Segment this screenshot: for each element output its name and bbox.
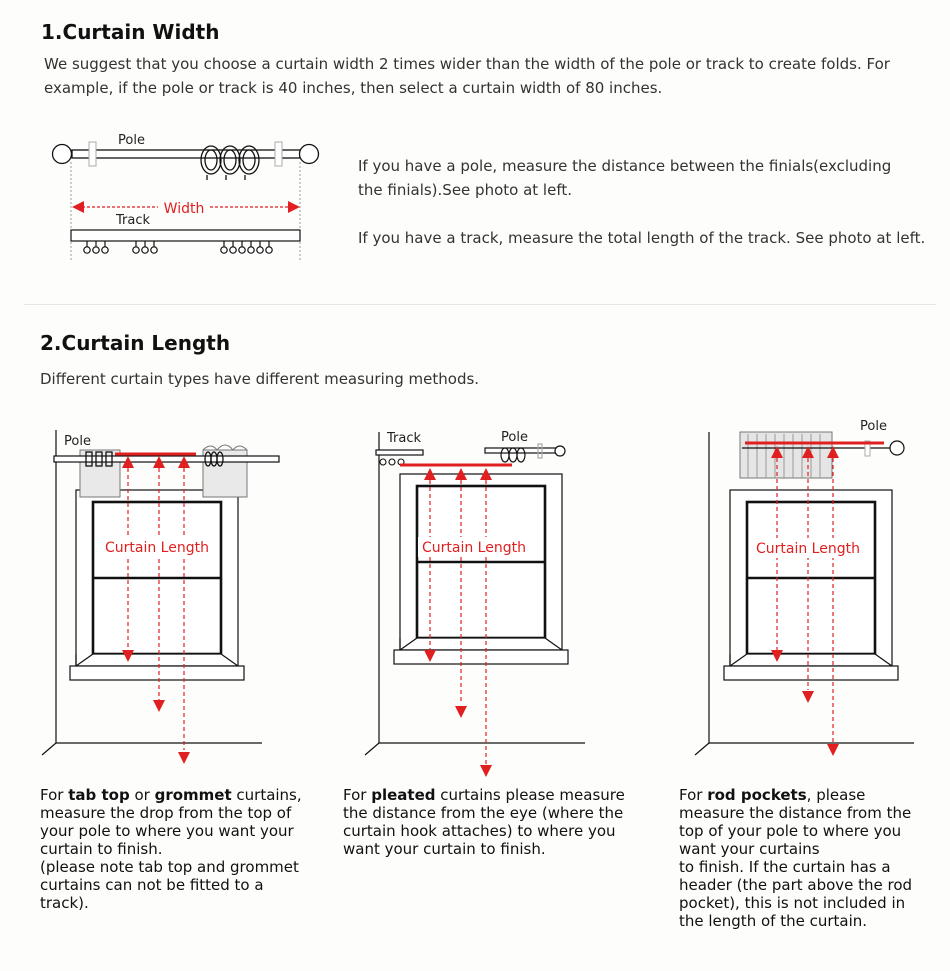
length-diagram-2 xyxy=(365,430,585,777)
length-diagrams xyxy=(0,400,950,790)
width-diagram xyxy=(0,0,950,300)
pole-note: If you have a pole, measure the distance between the finials(excluding the finials).See photo at left. xyxy=(358,157,892,199)
caption-tab-top: For tab top or grommet curtains, measure the drop from the top of your pole to where you want your curtain to finish. (please note tab top and grommet curtains can not be fitted to a track). xyxy=(40,786,302,912)
caption-pleated: For pleated curtains please measure the distance from the eye (where the curtain hook attaches) to where you want your curtain to finish. xyxy=(343,786,625,858)
pole-label-3: Pole xyxy=(860,419,887,434)
length-intro-text: Different curtain types have different measuring methods. xyxy=(40,370,480,388)
measure-label-1: Curtain Length xyxy=(105,540,209,556)
pole-label: Pole xyxy=(118,133,145,148)
pole-label-2: Pole xyxy=(501,430,528,445)
width-intro-text: We suggest that you choose a curtain width 2 times wider than the width of the pole or track to create folds. For example, if the pole or track is 40 inches, then select a curtain width of 80 inches. xyxy=(44,55,890,97)
length-diagram-3 xyxy=(695,419,914,756)
width-label: Width xyxy=(163,201,205,217)
track-note: If you have a track, measure the total length of the track. See photo at left. xyxy=(358,229,926,247)
measure-label-2: Curtain Length xyxy=(422,540,526,556)
measure-label-3: Curtain Length xyxy=(756,541,860,557)
pole-label-1: Pole xyxy=(64,434,91,449)
track-label-2: Track xyxy=(387,431,422,446)
pole-drawing xyxy=(53,142,319,180)
section-divider xyxy=(24,304,936,305)
section-title-width: 1.Curtain Width xyxy=(41,20,220,44)
length-diagram-1 xyxy=(42,430,279,764)
section-title-length: 2.Curtain Length xyxy=(40,331,231,355)
track-label: Track xyxy=(116,213,151,228)
track-drawing xyxy=(71,230,300,253)
caption-rod-pocket: For rod pockets, please measure the distance from the top of your pole to where you want your curtains to finish. If the curtain has a header (the part above the rod pocket), this is not included in the length of the curtain. xyxy=(679,786,913,930)
